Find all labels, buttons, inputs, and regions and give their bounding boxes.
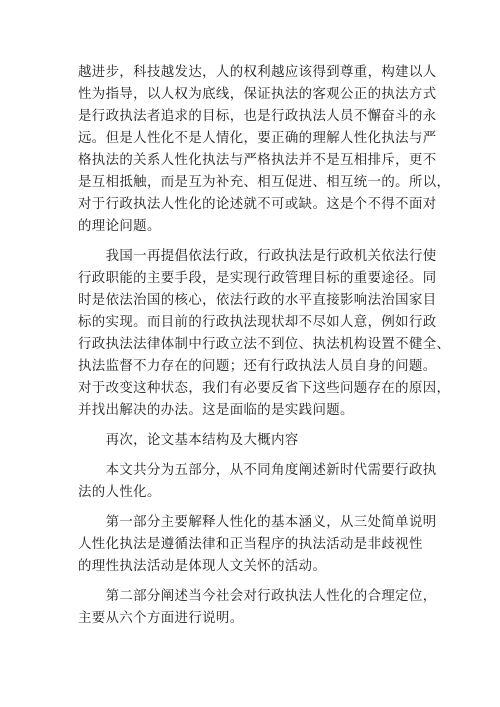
paragraph-gap <box>78 422 428 430</box>
text-line: 主要从六个方面进行说明。 <box>78 611 244 626</box>
text-line: 对于改变这种状态，我们有必要反省下这些问题存在的原因， <box>78 381 451 396</box>
text-line: 并找出解决的办法。这是面临的是实践问题。 <box>78 403 354 418</box>
text-line: 时是依法治国的核心，依法行政的水平直接影响法治国家目 <box>78 293 437 308</box>
paragraph-gap <box>78 452 428 460</box>
text-line: 远。但是人性化不是人情化，要正确的理解人性化执法与严 <box>78 131 437 146</box>
heading-line: 再次，论文基本结构及大概内容 <box>78 433 299 448</box>
text-line: 第一部分主要解释人性化的基本涵义，从三处简单说明 <box>78 515 437 530</box>
text-line: 行政职能的主要手段，是实现行政管理目标的重要途径。同 <box>78 271 437 286</box>
text-line: 是行政执法者追求的目标，也是行政执法人员不懈奋斗的永 <box>78 109 437 124</box>
paragraph <box>78 62 451 238</box>
section-heading <box>78 430 428 452</box>
text-line: 的理性执法活动是体现人文关怀的活动。 <box>78 559 327 574</box>
text-line: 性为指导，以人权为底线，保证执法的客观公正的执法方式 <box>78 87 437 102</box>
text-line: 越进步，科技越发达，人的权利越应该得到尊重，构建以人 <box>78 65 437 80</box>
text-line: 对于行政执法人性化的论述就不可或缺。这是个不得不面对 <box>78 197 437 212</box>
paragraph <box>78 512 437 578</box>
text-line: 第二部分阐述当今社会对行政执法人性化的合理定位， <box>78 589 437 604</box>
text-line: 法的人性化。 <box>78 485 161 500</box>
text-line: 人性化执法是遵循法律和正当程序的执法活动是非歧视性 <box>78 537 423 552</box>
text-line: 是互相抵触，而是互为补充、相互促进、相互统一的。所以， <box>78 175 451 190</box>
text-line: 的理论问题。 <box>78 219 161 234</box>
paragraph <box>78 246 451 422</box>
text-line: 行政执法法律体制中行政立法不到位、执法机构设置不健全、 <box>78 337 451 352</box>
paragraph <box>78 586 437 630</box>
paragraph-gap <box>78 578 428 586</box>
text-line: 执法监督不力存在的问题；还有行政执法人员自身的问题。 <box>78 359 437 374</box>
text-line: 我国一再提倡依法行政，行政执法是行政机关依法行使 <box>78 249 437 264</box>
text-line: 本文共分为五部分，从不同角度阐述新时代需要行政执 <box>78 463 437 478</box>
text-line: 格执法的关系人性化执法与严格执法并不是互相排斥，更不 <box>78 153 437 168</box>
paragraph-gap <box>78 238 428 246</box>
text-line: 标的实现。而目前的行政执法现状却不尽如人意，例如行政 <box>78 315 437 330</box>
document-body <box>78 62 451 630</box>
paragraph <box>78 460 437 504</box>
paragraph-gap <box>78 504 428 512</box>
